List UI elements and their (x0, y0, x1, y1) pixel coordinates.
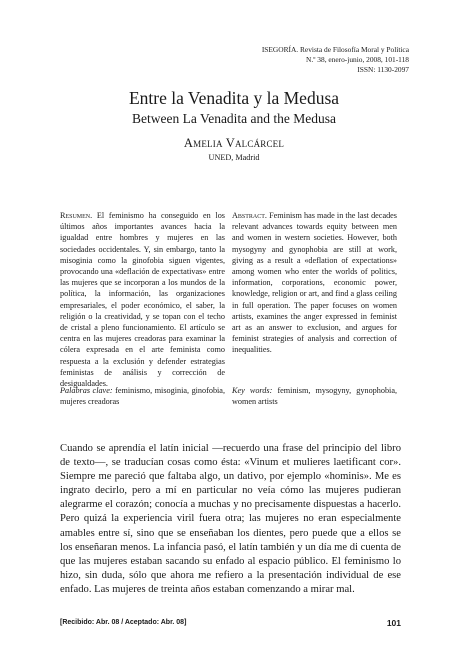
abstract-spanish-text: El feminismo ha conseguido en los últimos años importantes avances hacia la igualdad entre hombres y mujeres en las sociedades occidentales. Y, sin embargo, tanto la misoginia como la ginofobia siguen vigentes, provocando una «deflación de expectativas» entre las mujeres que se incorporan a los mundos de la política, la información, las organizaciones empresariales, el poder económico, el saber, la religión o la creatividad, y se topan con el techo de cristal a pleno funcionamiento. El artículo se centra en las mujeres creadoras para examinar la cólera expresada en el arte feminista como respuesta a la exclusión y defender estrategias feministas de análisis y corrección de desigualdades. (60, 211, 225, 389)
article-title: Entre la Venadita y la Medusa (128, 88, 340, 108)
received-accepted-dates: [Recibido: Abr. 08 / Aceptado: Abr. 08] (60, 619, 187, 626)
abstract-english-text: Feminism has made in the last decades relevant advances towards equity between men and women in western societies. However, both mysogyny and gynophobia are still at work, giving as a result a «deflation of expectations» among women who enter the worlds of politics, information, corporations, economic power, knowledge, religion or art, and find a glass ceiling in full operation. The paper focuses on women artists, examines the anger expressed in feminist art as an answer to exclusion, and argues for feminist strategies of analysis and correction of inequalities. (232, 211, 397, 355)
abstract-spanish (60, 210, 225, 389)
journal-issue: N.º 38, enero-junio, 2008, 101-118 (305, 55, 409, 65)
page-number: 101 (386, 618, 401, 628)
keywords-english (232, 385, 397, 407)
journal-issn: ISSN: 1130-2097 (357, 65, 409, 75)
author-name: Amelia Valcárcel (183, 136, 285, 150)
page-footer (60, 618, 401, 632)
keywords-spanish-text: feminismo, misoginia, ginofobia, mujeres creadoras (60, 386, 225, 407)
abstract-english-label: Abstract. (232, 211, 267, 220)
abstract-english (232, 210, 397, 356)
abstract-spanish-label: Resumen. (60, 211, 93, 220)
keywords-spanish (60, 385, 225, 407)
keywords-english-label: Key words: (232, 386, 273, 395)
journal-name: ISEGORÍA. Revista de Filosofía Moral y Política (261, 45, 409, 54)
author-affiliation: UNED, Madrid (208, 153, 260, 162)
keywords-spanish-label: Palabras clave: (60, 386, 113, 395)
keywords-english-text: feminism, mysogyny, gynophobia, women artists (232, 386, 397, 407)
journal-header (262, 45, 409, 76)
body-paragraph: Cuando se aprendía el latín inicial —recuerdo una frase del principio del libro de texto—, se traducían cosas como ésta: «Vinum et mulieres laetificant cor». Siempre me pareció que faltaba algo, un dativo, por ejemplo «hominis». Me es ingrato decirlo, pero a mí en particular no veía cómo las mujeres pudieran alegrarme el corazón; conocía a muchas y no precisamente dispuestas a hacerlo. Pero quizá la experiencia viril fuera otra; las mujeres no eran especialmente amables entre sí, sino que se enseñaban los dientes, pero puede que a ellos se los enseñaran menos. La infancia pasó, el latín también y un día me di cuenta de que las mujeres estaban sacando su enfado al espacio público. El feminismo lo hizo, sin duda, sólo que ahora me refiero a la presentación individual de ese enfado. Las mujeres de treinta años estaban comenzando a mirar mal. (60, 443, 401, 595)
article-subtitle: Between La Venadita and the Medusa (131, 111, 337, 126)
